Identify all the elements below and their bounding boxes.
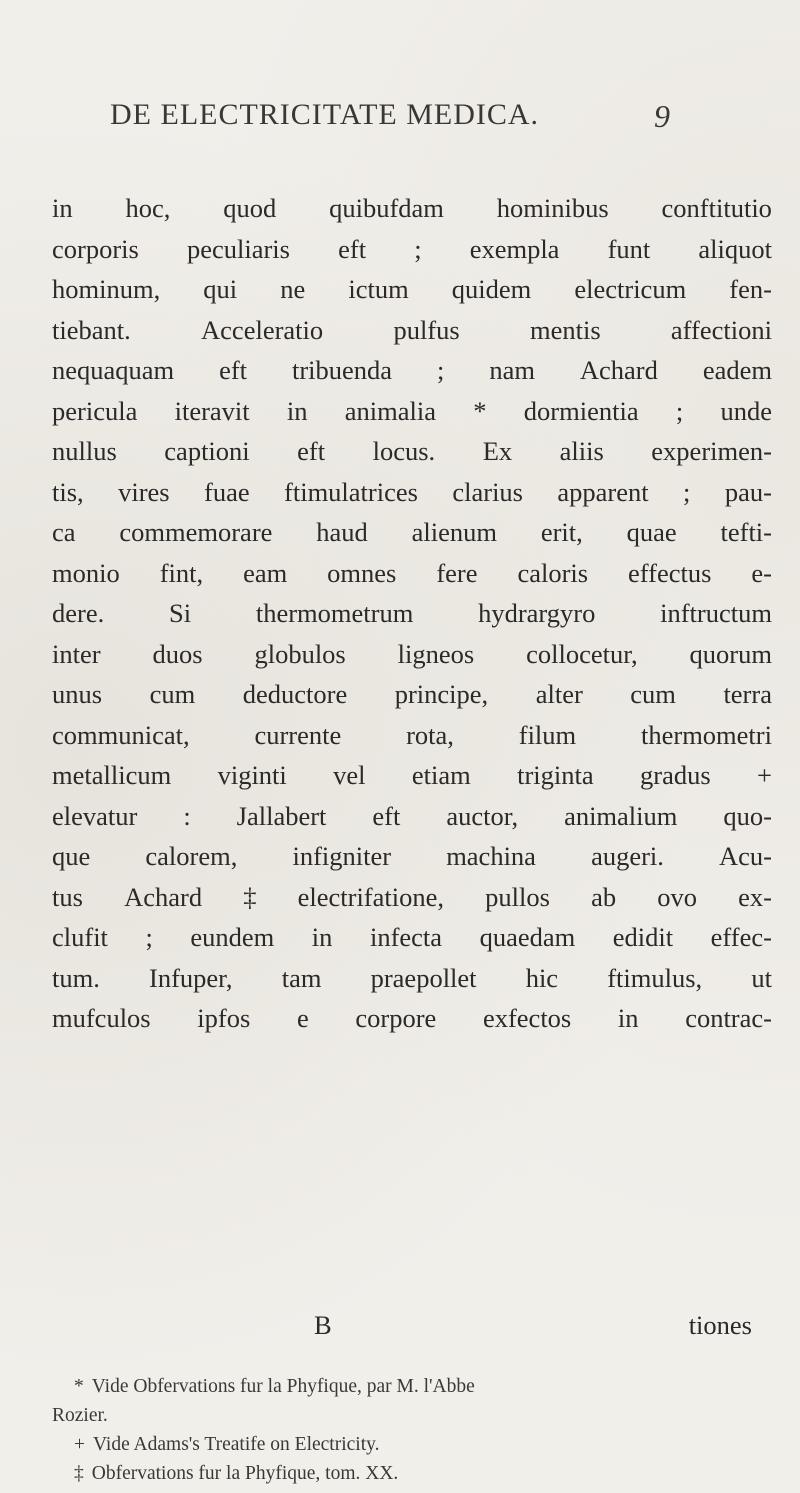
footnote-mark: * bbox=[74, 1376, 84, 1397]
word: clufit bbox=[52, 922, 108, 952]
word: * bbox=[473, 395, 487, 426]
word: Infuper, bbox=[149, 962, 233, 993]
word: hic bbox=[525, 962, 559, 993]
word: in bbox=[52, 193, 73, 223]
word: fint, bbox=[159, 557, 204, 588]
word: alter bbox=[535, 679, 583, 709]
word: nam bbox=[489, 355, 535, 385]
word: eadem bbox=[702, 355, 772, 385]
word: rota, bbox=[406, 719, 454, 750]
word: : bbox=[183, 800, 191, 831]
signature-mark: B bbox=[314, 1310, 332, 1340]
word: ca bbox=[52, 517, 76, 547]
word: eft bbox=[219, 355, 248, 385]
word: terra bbox=[723, 679, 772, 709]
word: hydrargyro bbox=[478, 598, 596, 628]
word: inter bbox=[52, 638, 101, 669]
text-line bbox=[52, 553, 772, 594]
word: augeri. bbox=[591, 841, 664, 871]
text-line bbox=[52, 350, 772, 391]
word: nullus bbox=[52, 436, 117, 466]
word: ; bbox=[414, 233, 422, 264]
word: experimen- bbox=[651, 436, 772, 466]
text-line bbox=[52, 634, 772, 675]
word: tis, bbox=[52, 476, 84, 507]
word: calorem, bbox=[145, 841, 238, 871]
word: infigniter bbox=[292, 841, 392, 871]
word: qui bbox=[203, 274, 238, 304]
word: tum. bbox=[52, 962, 100, 993]
word: ovo bbox=[657, 881, 697, 912]
word: ; bbox=[437, 355, 445, 385]
word: thermometrum bbox=[255, 598, 414, 628]
word: auctor, bbox=[446, 800, 519, 831]
word: ; bbox=[683, 476, 691, 507]
text-line bbox=[52, 593, 772, 634]
text-line bbox=[52, 917, 772, 958]
word: eam bbox=[243, 557, 288, 588]
word: conftitutio bbox=[661, 193, 772, 223]
text-line bbox=[52, 472, 772, 513]
footnotes bbox=[52, 1372, 752, 1488]
word: duos bbox=[152, 638, 203, 669]
word: principe, bbox=[394, 679, 489, 709]
word: corpore bbox=[355, 1003, 437, 1033]
footnote-1-continuation: Rozier. bbox=[52, 1405, 108, 1426]
word: in bbox=[617, 1003, 639, 1033]
word: electrifatione, bbox=[297, 881, 445, 912]
text-line bbox=[52, 796, 772, 837]
word: currente bbox=[254, 719, 342, 750]
word: ; bbox=[675, 395, 684, 426]
text-line bbox=[52, 836, 772, 877]
word: etiam bbox=[411, 760, 471, 790]
word: eft bbox=[297, 436, 326, 466]
word: quae bbox=[626, 517, 677, 547]
page-number: 9 bbox=[654, 98, 670, 134]
word: monio bbox=[52, 557, 120, 588]
word: contrac- bbox=[685, 1003, 772, 1033]
word: thermometri bbox=[641, 719, 772, 750]
word: filum bbox=[518, 719, 577, 750]
text-line bbox=[52, 269, 772, 310]
text-line bbox=[52, 958, 772, 999]
body-text bbox=[52, 188, 772, 1039]
word: unde bbox=[720, 395, 772, 426]
word: Si bbox=[168, 598, 192, 628]
word: deductore bbox=[242, 679, 348, 709]
word: machina bbox=[446, 841, 536, 871]
word: ictum bbox=[348, 274, 409, 304]
word: pau- bbox=[724, 476, 772, 507]
word: pulfus bbox=[393, 314, 460, 345]
footnote-2 bbox=[52, 1430, 752, 1459]
word: funt bbox=[607, 233, 651, 264]
word: omnes bbox=[327, 557, 397, 588]
footnote-mark: ‡ bbox=[74, 1463, 84, 1484]
word: praepollet bbox=[370, 962, 477, 993]
word: alienum bbox=[411, 517, 497, 547]
word: caloris bbox=[517, 557, 589, 588]
word: vires bbox=[118, 476, 170, 507]
word: in bbox=[286, 395, 308, 426]
text-line bbox=[52, 877, 772, 918]
word: tus bbox=[52, 881, 83, 912]
word: communicat, bbox=[52, 719, 190, 750]
word: quo- bbox=[723, 800, 772, 831]
text-line bbox=[52, 391, 772, 432]
word: unus bbox=[52, 679, 103, 709]
word: clarius bbox=[452, 476, 523, 507]
word: Acceleratio bbox=[201, 314, 324, 345]
word: e- bbox=[751, 557, 772, 588]
word: pullos bbox=[485, 881, 550, 912]
word: Jallabert bbox=[236, 800, 327, 831]
word: edidit bbox=[612, 922, 674, 952]
word: quorum bbox=[689, 638, 772, 669]
footnote-3 bbox=[52, 1459, 752, 1488]
word: globulos bbox=[254, 638, 346, 669]
word: hominibus bbox=[496, 193, 609, 223]
word: fuae bbox=[204, 476, 250, 507]
word: Ex bbox=[482, 436, 513, 466]
word: ftimulatrices bbox=[284, 476, 418, 507]
footnote-text: Obfervations fur la Phyfique, tom. XX. bbox=[91, 1463, 399, 1484]
word: metallicum bbox=[52, 760, 172, 790]
word: ligneos bbox=[397, 638, 475, 669]
word: Acu- bbox=[719, 841, 772, 871]
running-head: DE ELECTRICITATE MEDICA. bbox=[110, 98, 540, 131]
word: ; bbox=[145, 922, 153, 952]
word: nequaquam bbox=[52, 355, 175, 385]
word: + bbox=[757, 760, 772, 790]
word: cum bbox=[149, 679, 196, 709]
word: ne bbox=[280, 274, 306, 304]
word: quibufdam bbox=[329, 193, 444, 223]
word: haud bbox=[316, 517, 368, 547]
word: in bbox=[311, 922, 333, 952]
footnote-mark: + bbox=[74, 1434, 85, 1455]
text-line bbox=[52, 755, 772, 796]
word: corporis bbox=[52, 233, 139, 264]
word: animalia bbox=[344, 395, 437, 426]
word: hominum, bbox=[52, 274, 161, 304]
word: triginta bbox=[517, 760, 594, 790]
word: hoc, bbox=[125, 193, 171, 223]
word: ipfos bbox=[197, 1003, 251, 1033]
catchword: tiones bbox=[688, 1310, 752, 1340]
text-line bbox=[52, 188, 772, 229]
word: ex- bbox=[738, 881, 772, 912]
word: dormientia bbox=[523, 395, 639, 426]
word: tribuenda bbox=[291, 355, 393, 385]
text-line bbox=[52, 512, 772, 553]
word: vel bbox=[333, 760, 366, 790]
signature-row bbox=[52, 1310, 772, 1350]
word: fen- bbox=[729, 274, 772, 304]
word: mentis bbox=[529, 314, 601, 345]
word: ut bbox=[751, 962, 772, 993]
word: elevatur bbox=[52, 800, 138, 831]
word: electricum bbox=[574, 274, 687, 304]
word: locus. bbox=[372, 436, 436, 466]
word: dere. bbox=[52, 598, 105, 628]
word: eft bbox=[372, 800, 401, 831]
page-header bbox=[110, 98, 670, 138]
text-line bbox=[52, 229, 772, 270]
text-line bbox=[52, 998, 772, 1039]
word: Achard bbox=[579, 355, 658, 385]
word: iteravit bbox=[174, 395, 250, 426]
word: erit, bbox=[540, 517, 583, 547]
word: animalium bbox=[564, 800, 678, 831]
word: ‡ bbox=[243, 881, 257, 912]
word: ftimulus, bbox=[607, 962, 703, 993]
word: gradus bbox=[640, 760, 711, 790]
word: captioni bbox=[164, 436, 250, 466]
word: quod bbox=[223, 193, 277, 223]
footnote-text: Vide Obfervations fur la Phyfique, par M. l'Abbe bbox=[91, 1376, 475, 1397]
word: quaedam bbox=[479, 922, 576, 952]
word: affectioni bbox=[670, 314, 772, 345]
footnote-text: Vide Adams's Treatife on Electricity. bbox=[93, 1434, 380, 1455]
footnote-1 bbox=[52, 1372, 752, 1401]
word: quidem bbox=[451, 274, 532, 304]
word: exfectos bbox=[482, 1003, 572, 1033]
word: aliis bbox=[559, 436, 604, 466]
text-line bbox=[52, 310, 772, 351]
word: e bbox=[296, 1003, 309, 1033]
word: infecta bbox=[369, 922, 443, 952]
word: effec- bbox=[710, 922, 772, 952]
word: apparent bbox=[557, 476, 649, 507]
word: eundem bbox=[190, 922, 275, 952]
word: aliquot bbox=[698, 233, 772, 264]
text-line bbox=[52, 674, 772, 715]
word: cum bbox=[630, 679, 676, 709]
word: viginti bbox=[217, 760, 287, 790]
word: effectus bbox=[628, 557, 712, 588]
word: pericula bbox=[52, 395, 138, 426]
word: tefti- bbox=[720, 517, 772, 547]
word: tam bbox=[281, 962, 322, 993]
word: fere bbox=[436, 557, 478, 588]
word: Achard bbox=[124, 881, 203, 912]
word: tiebant. bbox=[52, 314, 131, 345]
word: ab bbox=[591, 881, 617, 912]
word: mufculos bbox=[52, 1003, 151, 1033]
word: collocetur, bbox=[526, 638, 638, 669]
word: exempla bbox=[469, 233, 560, 264]
word: inftructum bbox=[660, 598, 772, 628]
word: peculiaris bbox=[186, 233, 290, 264]
word: que bbox=[52, 841, 91, 871]
word: commemorare bbox=[119, 517, 273, 547]
text-line bbox=[52, 431, 772, 472]
text-line bbox=[52, 715, 772, 756]
word: eft bbox=[338, 233, 367, 264]
